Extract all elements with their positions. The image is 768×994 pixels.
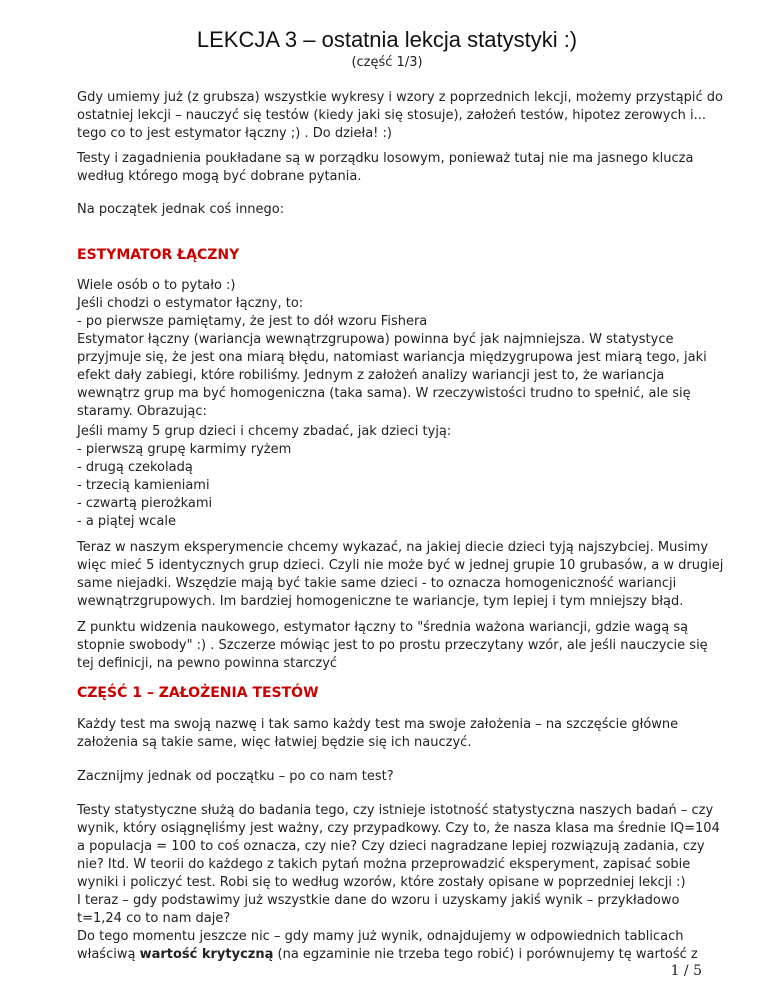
page-title: LEKCJA 3 – ostatnia lekcja statystyki :) [196,27,578,52]
text-line: więc mieć 5 identycznych grup dzieci. Czyli nie może być w jednej grupie 10 grubasów, a w drugiej [77,558,724,573]
text-line: według którego mogą być dobrane pytania. [77,169,362,184]
list-item: - czwartą pierożkami [77,496,213,511]
zalozenia-paragraph-1 [77,716,697,752]
text-line: wynik, który osiągnęliśmy jest ważny, czy przypadkowy. Czy to, że nasza klasa ma średnie IQ=104 [77,821,720,836]
random-order-paragraph [77,150,697,186]
text-line: Testy statystyczne służą do badania tego, czy istnieje istotność statystyczna naszych badań – czy [77,803,714,818]
text-line-with-bold [77,946,697,964]
text-line: t=1,24 co to nam daje? [77,911,231,926]
text-line: stopnie swobody" :) . Szczerze mówiąc jest to po prostu przeczytany wzór, ale jeśli nauczycie się [77,638,708,653]
text-line: przyjmuje się, że jest ona miarą błędu, natomiast wariancja międzygrupowa jest miarą tego, jaki [77,350,707,365]
text-line: Teraz w naszym eksperymencie chcemy wykazać, na jakiej diecie dzieci tyją najszybciej. Musimy [77,540,709,555]
text-line: - po pierwsze pamiętamy, że jest to dół wzoru Fishera [77,314,428,329]
list-item: - pierwszą grupę karmimy ryżem [77,442,292,457]
list-item: - trzecią kamieniami [77,478,210,493]
text-line: I teraz – gdy podstawimy już wszystkie dane do wzoru i uzyskamy jakiś wynik – przykładowo [77,893,680,908]
text-line: wewnątrz grup ma być homogeniczna (taka sama). W rzeczywistości trudno to spełnić, ale się [77,386,691,401]
text-line: staramy. Obrazując: [77,404,207,419]
text-fragment: właściwą [77,947,140,962]
zalozenia-paragraph-3 [77,802,720,964]
list-item: - a piątej wcale [77,514,176,529]
estymator-paragraph-4 [77,619,708,673]
text-line: nie? Itd. W teorii do każdego z takich pytań można przeprowadzić eksperyment, zapisać sobie [77,857,691,872]
estymator-paragraph-1 [77,277,707,421]
text-line: a populacja = 100 to coś oznacza, czy nie? Czy dzieci nagradzane lepiej rozwiązują zadania, czy [77,839,705,854]
text-line: tej definicji, na pewno powinna starczyć [77,656,338,671]
intro-transition: Na początek jednak coś innego: [77,202,285,217]
text-line: założenia są takie same, więc łatwiej będzie się ich nauczyć. [77,735,472,750]
text-line: Wiele osób o to pytało :) [77,278,236,293]
text-line: Gdy umiemy już (z grubsza) wszystkie wykresy i wzory z poprzednich lekcji, możemy przystąpić do [77,90,723,105]
text-line: wyniki i policzyć test. Robi się to według wzorów, które zostały opisane w poprzedniej lekcji :) [77,875,686,890]
zalozenia-paragraph-2: Zacznijmy jednak od początku – po co nam test? [77,769,394,784]
text-line: Każdy test ma swoją nazwę i tak samo każdy test ma swoje założenia – na szczęście główne [77,717,679,732]
text-line: Estymator łączny (wariancja wewnątrzgrupowa) powinna być jak najmniejsza. W statystyce [77,332,674,347]
text-line: Testy i zagadnienia poukładane są w porządku losowym, ponieważ tutaj nie ma jasnego klucza [77,151,694,166]
text-fragment: (na egzaminie nie trzeba tego robić) i porównujemy tę wartość z [273,947,698,962]
text-line: tego co to jest estymator łączny ;) . Do dzieła! :) [77,126,392,141]
text-line: Z punktu widzenia naukowego, estymator łączny to "średnia ważona wariancji, gdzie wagą są [77,620,689,635]
list-item: - drugą czekoladą [77,460,193,475]
page-number: 1 / 5 [670,963,702,979]
text-line: Do tego momentu jeszcze nic – gdy mamy już wynik, odnajdujemy w odpowiednich tablicach [77,929,684,944]
section-heading-zalozenia: CZĘŚĆ 1 – ZAŁOŻENIA TESTÓW [77,685,319,701]
page-subtitle: (część 1/3) [351,55,423,70]
estymator-paragraph-3 [77,539,724,611]
estymator-paragraph-2 [77,423,697,531]
section-heading-estymator: ESTYMATOR ŁĄCZNY [77,247,240,263]
text-line: Jeśli mamy 5 grup dzieci i chcemy zbadać, jak dzieci tyją: [77,424,452,439]
text-line: wewnątrzgrupowych. Im bardziej homogeniczne te wariancje, tym lepiej i tym mniejszy błąd. [77,594,684,609]
bold-term-critical-value: wartość krytyczną [139,947,274,962]
text-line: same niejadki. Wszędzie mają być takie same dzieci - to oznacza homogeniczność wariancji [77,576,677,591]
text-line: ostatniej lekcji – nauczyć się testów (kiedy jaki się stosuje), założeń testów, hipotez zerowych i... [77,108,707,123]
text-line: Jeśli chodzi o estymator łączny, to: [77,296,304,311]
intro-paragraph [77,89,723,143]
text-line: efekt dały zabiegi, które robiliśmy. Jednym z założeń analizy wariancji jest to, że wariancja [77,368,665,383]
